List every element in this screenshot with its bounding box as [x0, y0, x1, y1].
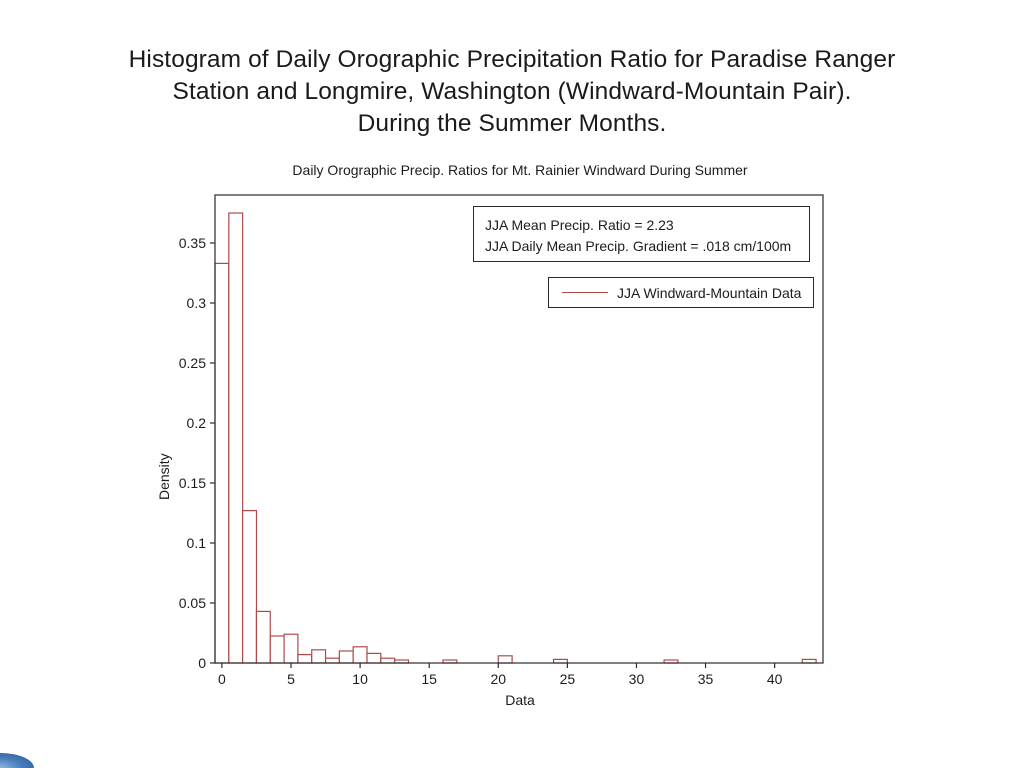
plot-border — [215, 195, 823, 663]
x-tick-label: 20 — [490, 671, 507, 687]
histogram-bar — [367, 653, 381, 663]
histogram-bar — [312, 650, 326, 663]
x-tick-label: 35 — [697, 671, 714, 687]
x-tick-label: 30 — [628, 671, 645, 687]
slide-title — [40, 44, 984, 140]
annotation-line-1: JJA Mean Precip. Ratio = 2.23 — [485, 217, 674, 233]
y-tick-label: 0.35 — [178, 235, 206, 251]
x-tick-label: 10 — [352, 671, 368, 687]
x-tick-label: 5 — [287, 671, 295, 687]
legend — [548, 277, 814, 308]
y-tick-label: 0.2 — [186, 415, 206, 431]
x-tick-label: 15 — [421, 671, 437, 687]
histogram-bar — [256, 611, 270, 663]
chart-title: Daily Orographic Precip. Ratios for Mt. Rainier Windward During Summer — [292, 162, 748, 178]
x-tick-label: 25 — [559, 671, 576, 687]
histogram-bar — [229, 213, 243, 663]
histogram-bar — [381, 658, 395, 663]
histogram-bar — [298, 655, 312, 663]
y-tick-label: 0.3 — [186, 295, 206, 311]
histogram-bar — [215, 263, 229, 663]
histogram-bar — [284, 634, 298, 663]
y-tick-label: 0 — [198, 655, 206, 671]
y-tick-label: 0.15 — [178, 475, 206, 491]
histogram-bar — [353, 647, 367, 663]
slide-title-line-2: Station and Longmire, Washington (Windward-Mountain Pair). — [172, 78, 852, 105]
x-tick-label: 40 — [766, 671, 783, 687]
x-axis-label: Data — [505, 692, 535, 708]
histogram-bar — [243, 511, 257, 663]
y-tick-label: 0.1 — [186, 535, 206, 551]
slide-corner-decoration — [0, 753, 34, 768]
slide-title-line-1: Histogram of Daily Orographic Precipitation Ratio for Paradise Ranger — [128, 46, 896, 73]
histogram-bar — [339, 651, 353, 663]
annotation-box — [473, 206, 810, 262]
legend-line-sample — [562, 292, 608, 293]
histogram-bar — [498, 656, 512, 663]
y-tick-label: 0.05 — [178, 595, 206, 611]
histogram-bar — [326, 658, 340, 663]
legend-entry-label: JJA Windward-Mountain Data — [617, 284, 802, 301]
annotation-line-2: JJA Daily Mean Precip. Gradient = .018 cm/100m — [485, 238, 792, 254]
x-tick-label: 0 — [218, 671, 226, 687]
slide-title-line-3: During the Summer Months. — [357, 110, 667, 137]
histogram-bar — [270, 636, 284, 663]
y-axis-label: Density — [156, 453, 172, 500]
y-tick-label: 0.25 — [178, 355, 206, 371]
